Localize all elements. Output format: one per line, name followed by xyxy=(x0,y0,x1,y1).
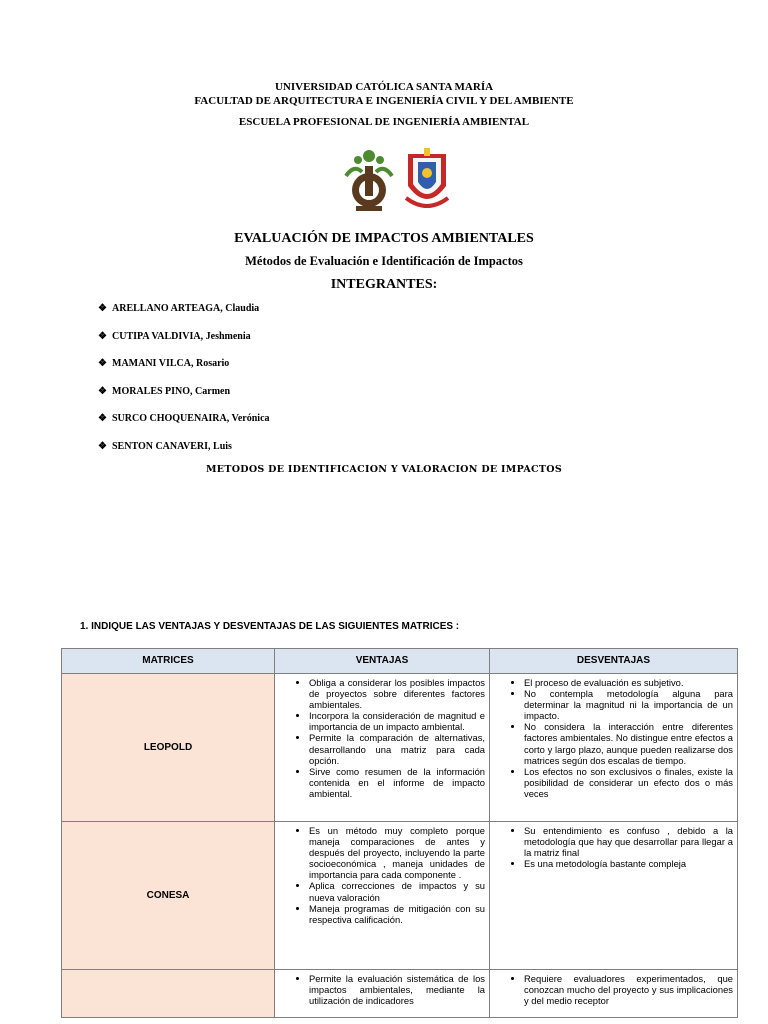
section-title: METODOS DE IDENTIFICACION Y VALORACION DE IMPACTOS xyxy=(205,464,562,475)
member-name: MAMANI VILCA, Rosario xyxy=(112,358,230,370)
diamond-bullet-icon: ❖ xyxy=(98,358,107,370)
matrix-name: CONESA xyxy=(62,822,275,970)
list-item: • No considera la interacción entre diferentes factores ambientales. No distingue entre efectos a corto y largo plazo, aunque pueden realizarse dos matrices según dos escalas de tiempo. xyxy=(524,721,733,765)
desventajas-cell xyxy=(490,970,738,1018)
faculty-logo-icon xyxy=(336,146,456,218)
university-name: UNIVERSIDAD CATÓLICA SANTA MARÍA xyxy=(274,81,494,93)
ventajas-cell xyxy=(275,970,490,1018)
diamond-bullet-icon: ❖ xyxy=(98,413,107,425)
list-item: • El proceso de evaluación es subjetivo. xyxy=(524,677,733,688)
document-subtitle: Métodos de Evaluación e Identificación de Impactos xyxy=(245,254,523,268)
member-item xyxy=(98,331,270,359)
list-item: • Aplica correcciones de impactos y su nueva valoración xyxy=(309,880,485,902)
list-item: • Es un método muy completo porque maneja comparaciones de antes y después del proyecto, incluyendo la parte socioeconómica , maneja unidades de importancia para cada componente . xyxy=(309,825,485,880)
list-item: • Maneja programas de mitigación con su respectiva calificación. xyxy=(309,903,485,925)
list-item: • Sirve como resumen de la información contenida en el informe de impacto ambiental. xyxy=(309,766,485,799)
member-item xyxy=(98,358,270,386)
list-item: • Requiere evaluadores experimentados, que conozcan mucho del proyecto y sus implicaciones y del medio receptor xyxy=(524,973,733,1006)
member-name: ARELLANO ARTEAGA, Claudia xyxy=(112,303,260,314)
question-heading: 1. INDIQUE LAS VENTAJAS Y DESVENTAJAS DE LAS SIGUIENTES MATRICES : xyxy=(80,621,460,632)
diamond-bullet-icon: ❖ xyxy=(98,330,107,342)
matrix-name: LEOPOLD xyxy=(62,674,275,822)
matrices-table xyxy=(61,648,738,1018)
list-item: • No contempla metodología alguna para determinar la magnitud ni la importancia de un impacto. xyxy=(524,688,733,721)
desventajas-cell xyxy=(490,674,738,822)
header-matrices: MATRICES xyxy=(62,649,275,674)
diamond-bullet-icon: ❖ xyxy=(98,385,107,397)
school-name: ESCUELA PROFESIONAL DE INGENIERÍA AMBIENTAL xyxy=(238,116,530,128)
list-item: • Es una metodología bastante compleja xyxy=(524,858,733,869)
diamond-bullet-icon: ❖ xyxy=(98,303,107,314)
desventajas-cell xyxy=(490,822,738,970)
member-name: MORALES PINO, Carmen xyxy=(112,385,231,397)
list-item: • Permite la evaluación sistemática de los impactos ambientales, mediante la utilización de indicadores xyxy=(309,973,485,1006)
table-header-row xyxy=(62,649,738,674)
header-desventajas: DESVENTAJAS xyxy=(490,649,738,674)
faculty-name: FACULTAD DE ARQUITECTURA E INGENIERÍA CIVIL Y DEL AMBIENTE xyxy=(194,95,574,107)
diamond-bullet-icon: ❖ xyxy=(98,440,107,452)
member-name: CUTIPA VALDIVIA, Jeshmenia xyxy=(112,330,251,342)
header-ventajas: VENTAJAS xyxy=(275,649,490,674)
list-item: • Permite la comparación de alternativas, desarrollando una matriz para cada opción. xyxy=(309,732,485,765)
list-item: • Su entendimiento es confuso , debido a la metodología que hay que desarrollar para llegar a la matriz final xyxy=(524,825,733,858)
logos xyxy=(336,146,456,218)
list-item: • Incorpora la consideración de magnitud e importancia de un impacto ambiental. xyxy=(309,710,485,732)
members-heading: INTEGRANTES: xyxy=(330,277,438,292)
table-row xyxy=(62,674,738,822)
member-item xyxy=(98,303,270,331)
list-item: • Los efectos no son exclusivos o finales, existe la posibilidad de considerar un efecto dos o más veces xyxy=(524,766,733,799)
document-title: EVALUACIÓN DE IMPACTOS AMBIENTALES xyxy=(234,231,534,246)
table-row xyxy=(62,822,738,970)
member-name: SENTON CANAVERI, Luis xyxy=(112,440,232,452)
member-item xyxy=(98,413,270,441)
matrix-name xyxy=(62,970,275,1018)
member-name: SURCO CHOQUENAIRA, Verónica xyxy=(112,413,270,425)
table-row xyxy=(62,970,738,1018)
list-item: • Obliga a considerar los posibles impactos de proyectos sobre diferentes factores ambientales. xyxy=(309,677,485,710)
member-item xyxy=(98,386,270,414)
ventajas-cell xyxy=(275,674,490,822)
members-list xyxy=(98,303,270,469)
ventajas-cell xyxy=(275,822,490,970)
